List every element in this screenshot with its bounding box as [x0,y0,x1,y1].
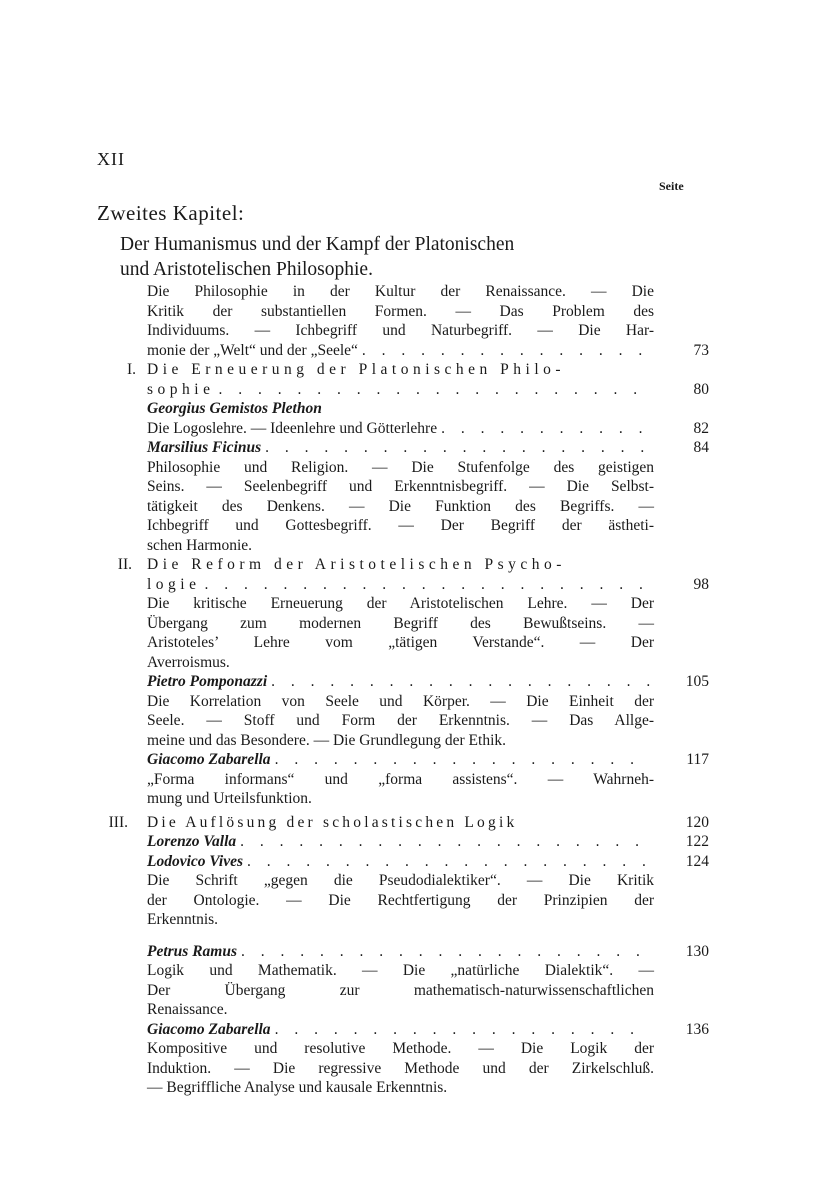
chapter-title-line: und Aristotelischen Philosophie. [120,259,373,280]
description-line: Übergang zum modernen Begriff des Bewußtseins. — [147,614,654,632]
description-line: tätigkeit des Denkens. — Die Funktion des Begriffs. — [147,497,654,515]
section-heading[interactable] [0,813,840,833]
description-line: Ichbegriff und Gottesbegriff. — Der Begriff der ästheti- [147,517,654,534]
entry-page-number: 80 [693,380,709,398]
description-line: Seele. — Stoff und Form der Erkenntnis. — Das Allge- [147,712,654,729]
description-line: Aristoteles’ Lehre vom „tätigen Verstande“. — Der [147,634,654,651]
section-title: sophie [147,380,215,398]
person-name: Pietro Pomponazzi [147,673,268,690]
description-line: Philosophie und Religion. — Die Stufenfolge des geistigen [147,458,654,476]
section-heading[interactable] [0,555,840,575]
entry-page-number: 105 [685,673,709,690]
description-line: Der Übergang zur mathematisch-naturwissenschaftlichen [147,981,654,999]
entry-page-number: 124 [685,852,709,870]
description-line: Die Korrelation von Seele und Körper. — Die Einheit der [147,692,654,710]
section-numeral: II. [117,556,132,573]
section-numeral: I. [126,361,136,378]
page-number: XII [97,149,125,169]
description-line: der Ontologie. — Die Rechtfertigung der Prinzipien der [147,891,654,909]
description-line: Seins. — Seelenbegriff und Erkenntnisbegriff. — Die Selbst- [147,478,654,495]
entry-page-number: 120 [685,813,709,831]
page-column-label: Seite [659,179,684,193]
entry-page-number: 82 [693,419,709,437]
description-line: Renaissance. [147,1001,228,1018]
person-name: Lodovico Vives [147,852,243,870]
entry-page-number: 117 [686,751,709,768]
section-heading-cont[interactable] [0,575,840,595]
entry-page-number: 130 [685,942,709,960]
toc-entry[interactable] [147,419,654,439]
toc-entry[interactable] [0,942,840,962]
description-line: — Begriffliche Analyse und kausale Erkenntnis. [147,1079,448,1096]
table-of-contents [0,282,840,1098]
description-line: schen Harmonie. [147,536,253,554]
intro-line: Die Philosophie in der Kultur der Renaissance. — Die [147,283,654,300]
leader-dots [275,1020,650,1040]
leader-dots [205,575,651,595]
person-name: Marsilius Ficinus [147,439,262,456]
section-heading[interactable] [0,360,840,380]
section-title: Die Reform der Aristotelischen Psycho- [147,556,566,573]
description-line: meine und das Besondere. — Die Grundlegung der Ethik. [147,731,506,749]
leader-dots [275,750,650,770]
section-numeral: III. [108,813,128,831]
chapter-title [120,232,660,282]
leader-dots [218,380,650,400]
person-name: Giacomo Zabarella [147,751,271,768]
entry-page-number: 84 [693,439,709,456]
toc-entry[interactable] [147,341,654,361]
section-heading-cont[interactable] [0,380,840,400]
leader-dots [241,942,650,962]
leader-dots [240,832,650,852]
leader-dots [247,852,650,872]
toc-entry[interactable] [0,832,840,852]
person-name: Lorenzo Valla [147,833,237,850]
intro-line: Kritik der substantiellen Formen. — Das Problem des [147,302,654,320]
entry-page-number: 122 [685,833,709,850]
chapter-title-line: Der Humanismus und der Kampf der Platonischen [120,234,515,255]
description-line: Kompositive und resolutive Methode. — Die Logik der [147,1040,654,1057]
leader-dots [441,419,650,439]
description-line: Erkenntnis. [147,911,219,928]
entry-label: monie der „Welt“ und der „Seele“ [147,341,358,359]
leader-dots [362,341,650,361]
description-line: Logik und Mathematik. — Die „natürliche Dialektik“. — [147,962,654,979]
description-line: „Forma informans“ und „forma assistens“. — Wahrneh- [147,770,654,788]
person-name: Georgius Gemistos Plethon [147,400,322,417]
toc-entry[interactable] [147,750,654,770]
section-title: Die Auflösung der scholastischen Logik [147,813,518,831]
intro-line: Individuums. — Ichbegriff und Naturbegriff. — Die Har- [147,322,654,339]
section-title: logie [147,575,201,593]
leader-dots [265,438,650,458]
person-name: Petrus Ramus [147,942,238,960]
toc-entry[interactable] [0,852,840,872]
description-line: Averroismus. [147,653,230,671]
section-title: Die Erneuerung der Platonischen Philo- [147,361,566,378]
description-line: Die Schrift „gegen die Pseudodialektiker“. — Die Kritik [147,872,654,889]
toc-entry[interactable] [0,1020,840,1040]
leader-dots [271,672,650,692]
toc-entry[interactable] [147,438,654,458]
toc-entry[interactable] [147,672,654,692]
entry-page-number: 136 [685,1020,709,1038]
description-line: mung und Urteilsfunktion. [147,790,312,807]
chapter-label: Zweites Kapitel: [97,201,245,225]
person-name: Giacomo Zabarella [147,1020,271,1038]
intro-block [147,282,654,360]
description-line: Induktion. — Die regressive Methode und der Zirkelschluß. [147,1059,654,1077]
entry-page-number: 98 [693,575,709,593]
entry-label: Die Logoslehre. — Ideenlehre und Götterlehre [147,419,438,437]
entry-page-number: 73 [693,341,709,359]
description-line: Die kritische Erneuerung der Aristotelischen Lehre. — Der [147,595,654,612]
